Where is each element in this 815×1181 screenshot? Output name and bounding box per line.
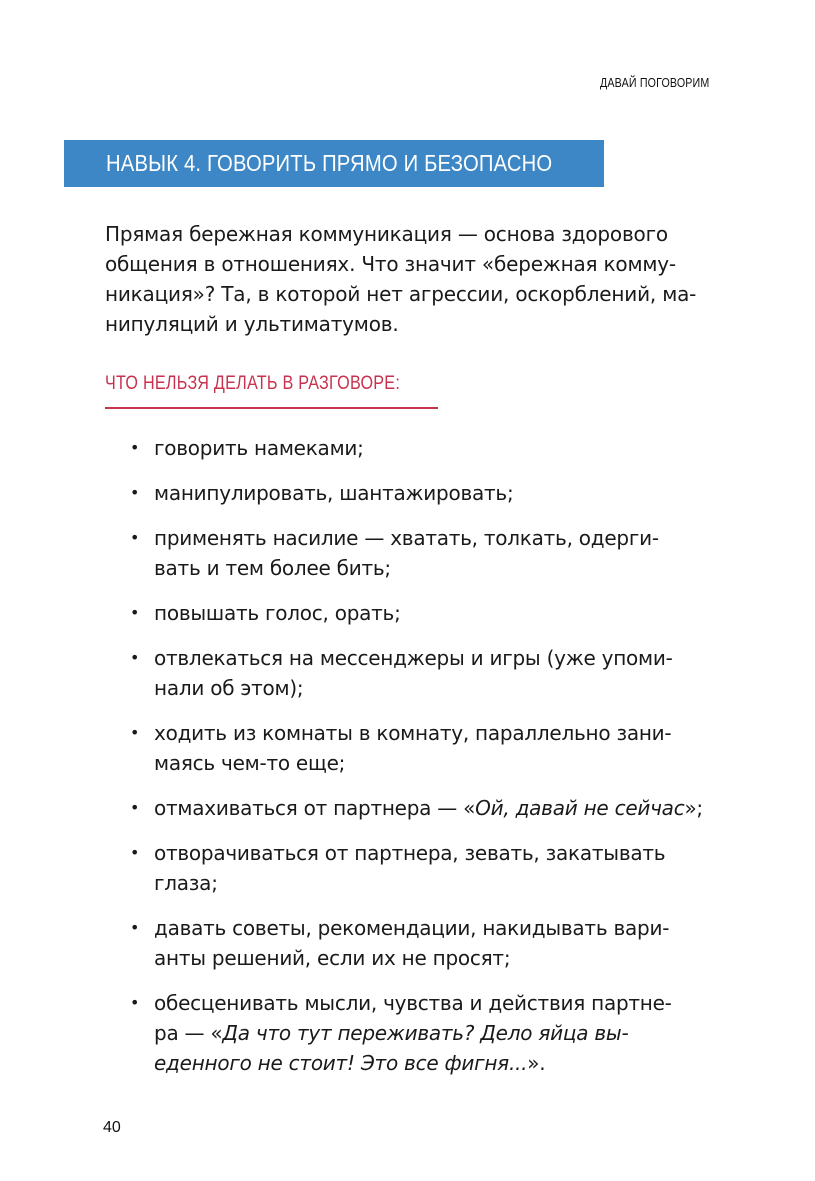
list-item-line: [154, 643, 734, 673]
list-item-line: [154, 748, 734, 778]
list-item-text: [154, 793, 734, 823]
intro-line: Прямая бережная коммуникация — основа здорового: [105, 222, 668, 246]
intro-line: нипуляций и ультиматумов.: [105, 312, 399, 336]
list-item-line: [154, 988, 734, 1018]
skill-title: НАВЫК 4. ГОВОРИТЬ ПРЯМО И БЕЗОПАСНО: [106, 150, 553, 176]
text-run: глаза;: [154, 871, 218, 895]
list-item-line: [154, 553, 734, 583]
text-run: вать и тем более бить;: [154, 556, 391, 580]
list-item-text: [154, 523, 734, 583]
list-item-line: [154, 868, 734, 898]
list-item-text: [154, 988, 734, 1078]
list-item-text: [154, 913, 734, 973]
text-run: говорить намеками;: [154, 436, 364, 460]
text-run: отвлекаться на мессенджеры и игры (уже упоми-: [154, 646, 673, 670]
list-item-line: [154, 718, 734, 748]
list-item-line: [154, 913, 734, 943]
text-run: обесценивать мысли, чувства и действия партне-: [154, 991, 672, 1015]
list-item-line: [154, 943, 734, 973]
list-item-line: [154, 523, 734, 553]
list-item-line: [154, 1048, 734, 1078]
section-heading: ЧТО НЕЛЬЗЯ ДЕЛАТЬ В РАЗГОВОРЕ:: [105, 373, 401, 394]
bullet-icon: •: [130, 843, 140, 862]
text-run: манипулировать, шантажировать;: [154, 481, 514, 505]
text-run: применять насилие — хватать, толкать, одерги-: [154, 526, 659, 550]
quote-run: еденного не стоит! Это все фигня...: [154, 1051, 528, 1075]
list-item-line: [154, 478, 734, 508]
list-item-text: [154, 718, 734, 778]
intro-paragraph: [105, 219, 715, 339]
running-head: ДАВАЙ ПОГОВОРИМ: [599, 75, 709, 90]
bullet-icon: •: [130, 603, 140, 622]
bullet-icon: •: [130, 483, 140, 502]
text-run: ходить из комнаты в комнату, параллельно зани-: [154, 721, 672, 745]
list-item-line: [154, 673, 734, 703]
intro-line: никация»? Та, в которой нет агрессии, оскорблений, ма-: [105, 282, 697, 306]
quote-run: Да что тут переживать? Дело яйца вы-: [222, 1021, 629, 1045]
bullet-icon: •: [130, 993, 140, 1012]
section-underline: [105, 407, 438, 409]
list-item-line: [154, 433, 734, 463]
list-item-text: [154, 478, 734, 508]
list-item-line: [154, 838, 734, 868]
text-run: отмахиваться от партнера — «: [154, 796, 476, 820]
bullet-icon: •: [130, 438, 140, 457]
text-run: анты решений, если их не просят;: [154, 946, 511, 970]
list-item-line: [154, 598, 734, 628]
intro-line: общения в отношениях. Что значит «бережная комму-: [105, 252, 676, 276]
text-run: ра — «: [154, 1021, 223, 1045]
bullet-icon: •: [130, 798, 140, 817]
page-number: 40: [103, 1119, 121, 1136]
text-run: ».: [527, 1051, 546, 1075]
text-run: повышать голос, орать;: [154, 601, 401, 625]
list-item-text: [154, 643, 734, 703]
quote-run: Ой, давай не сейчас: [475, 796, 685, 820]
list-item-line: [154, 793, 734, 823]
text-run: маясь чем-то еще;: [154, 751, 346, 775]
text-run: отворачиваться от партнера, зевать, закатывать: [154, 841, 666, 865]
skill-banner: [64, 140, 604, 187]
bullet-icon: •: [130, 723, 140, 742]
bullet-icon: •: [130, 918, 140, 937]
list-item-text: [154, 433, 734, 463]
list-item-text: [154, 838, 734, 898]
bullet-icon: •: [130, 648, 140, 667]
text-run: »;: [684, 796, 703, 820]
list-item-text: [154, 598, 734, 628]
text-run: нали об этом);: [154, 676, 304, 700]
text-run: давать советы, рекомендации, накидывать вари-: [154, 916, 670, 940]
list-item-line: [154, 1018, 734, 1048]
bullet-icon: •: [130, 528, 140, 547]
